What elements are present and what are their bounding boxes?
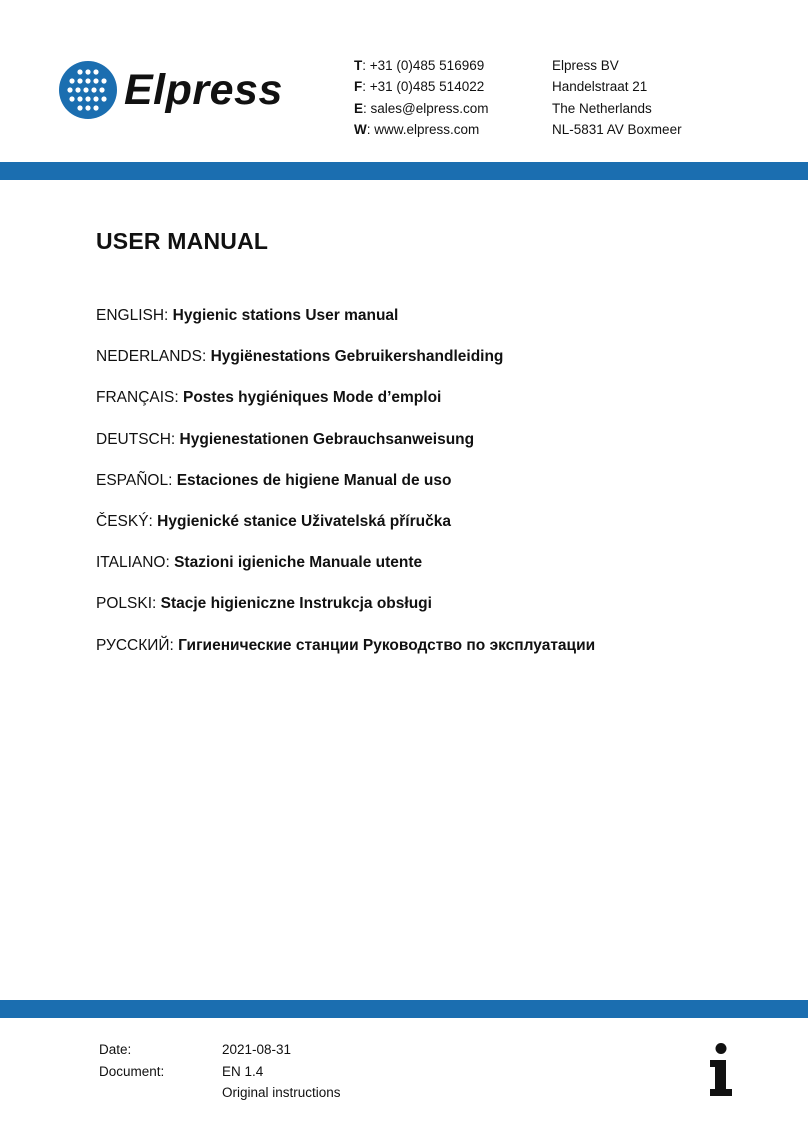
language-title: Hygienické stanice Uživatelská příručka bbox=[157, 512, 451, 530]
language-title: Postes hygiéniques Mode d’emploi bbox=[182, 389, 442, 407]
document-label: Document: bbox=[99, 1063, 165, 1079]
language-name: ESPAÑOL: bbox=[96, 471, 177, 489]
fax-line bbox=[354, 76, 489, 97]
language-name: ITALIANO: bbox=[96, 554, 175, 572]
language-name: FRANÇAIS: bbox=[96, 389, 183, 407]
original-instructions-note: Original instructions bbox=[222, 1085, 341, 1100]
language-item-italian bbox=[96, 552, 595, 593]
language-item-english bbox=[96, 305, 595, 346]
meta-date-row bbox=[99, 1039, 341, 1061]
brand-name: Elpress bbox=[124, 66, 283, 114]
language-item-dutch bbox=[96, 346, 595, 387]
meta-note-row bbox=[99, 1082, 341, 1104]
language-item-german bbox=[96, 429, 595, 470]
address-street: Handelstraat 21 bbox=[552, 79, 648, 95]
language-item-french bbox=[96, 387, 595, 428]
document-value: EN 1.4 bbox=[222, 1063, 264, 1079]
phone-value: : +31 (0)485 516969 bbox=[362, 58, 485, 73]
address-block bbox=[552, 55, 682, 140]
web-value[interactable]: : www.elpress.com bbox=[366, 121, 480, 137]
meta-document-row bbox=[99, 1061, 341, 1083]
language-title: Estaciones de higiene Manual de uso bbox=[176, 471, 452, 489]
language-item-spanish bbox=[96, 470, 595, 511]
address-postal: NL-5831 AV Boxmeer bbox=[552, 121, 682, 137]
language-title: Hygienestationen Gebrauchsanweisung bbox=[179, 430, 475, 448]
page-title: USER MANUAL bbox=[96, 228, 269, 254]
language-name: DEUTSCH: bbox=[96, 430, 180, 448]
email-value[interactable]: : sales@elpress.com bbox=[363, 100, 489, 116]
web-line bbox=[354, 119, 489, 140]
footer-band bbox=[0, 1000, 808, 1018]
web-label: W bbox=[354, 121, 367, 137]
note-spacer bbox=[99, 1082, 222, 1104]
contact-block bbox=[354, 55, 489, 140]
fax-value: : +31 (0)485 514022 bbox=[362, 79, 485, 95]
language-list bbox=[96, 305, 595, 676]
date-value: 2021-08-31 bbox=[222, 1042, 292, 1057]
language-title: Hygienic stations User manual bbox=[172, 307, 399, 324]
language-title: Hygiënestations Gebruikershandleiding bbox=[210, 348, 504, 366]
language-name: NEDERLANDS: bbox=[96, 348, 211, 366]
email-label: E bbox=[354, 100, 364, 116]
language-item-czech bbox=[96, 511, 595, 552]
document-meta bbox=[99, 1039, 341, 1104]
elpress-logo bbox=[58, 60, 290, 120]
email-line bbox=[354, 98, 489, 119]
language-item-polish bbox=[96, 593, 595, 634]
language-item-russian bbox=[96, 635, 595, 676]
language-name: ENGLISH: bbox=[96, 307, 173, 324]
elpress-dot-circle-logo-icon bbox=[58, 60, 118, 120]
language-title: Stacje higieniczne Instrukcja obsługi bbox=[160, 595, 432, 613]
language-title: Гигиенические станции Руководство по эксплуатации bbox=[178, 636, 596, 654]
address-company: Elpress BV bbox=[552, 58, 619, 73]
date-label: Date: bbox=[99, 1042, 132, 1057]
language-name: РУССКИЙ: bbox=[96, 636, 179, 654]
language-name: POLSKI: bbox=[96, 595, 161, 613]
phone-line bbox=[354, 55, 489, 76]
address-country: The Netherlands bbox=[552, 100, 652, 116]
phone-label: T bbox=[354, 58, 363, 73]
language-title: Stazioni igieniche Manuale utente bbox=[174, 554, 423, 572]
language-name: ČESKÝ: bbox=[96, 512, 158, 530]
fax-label: F bbox=[354, 79, 363, 95]
header-band bbox=[0, 162, 808, 180]
info-icon bbox=[706, 1042, 736, 1098]
